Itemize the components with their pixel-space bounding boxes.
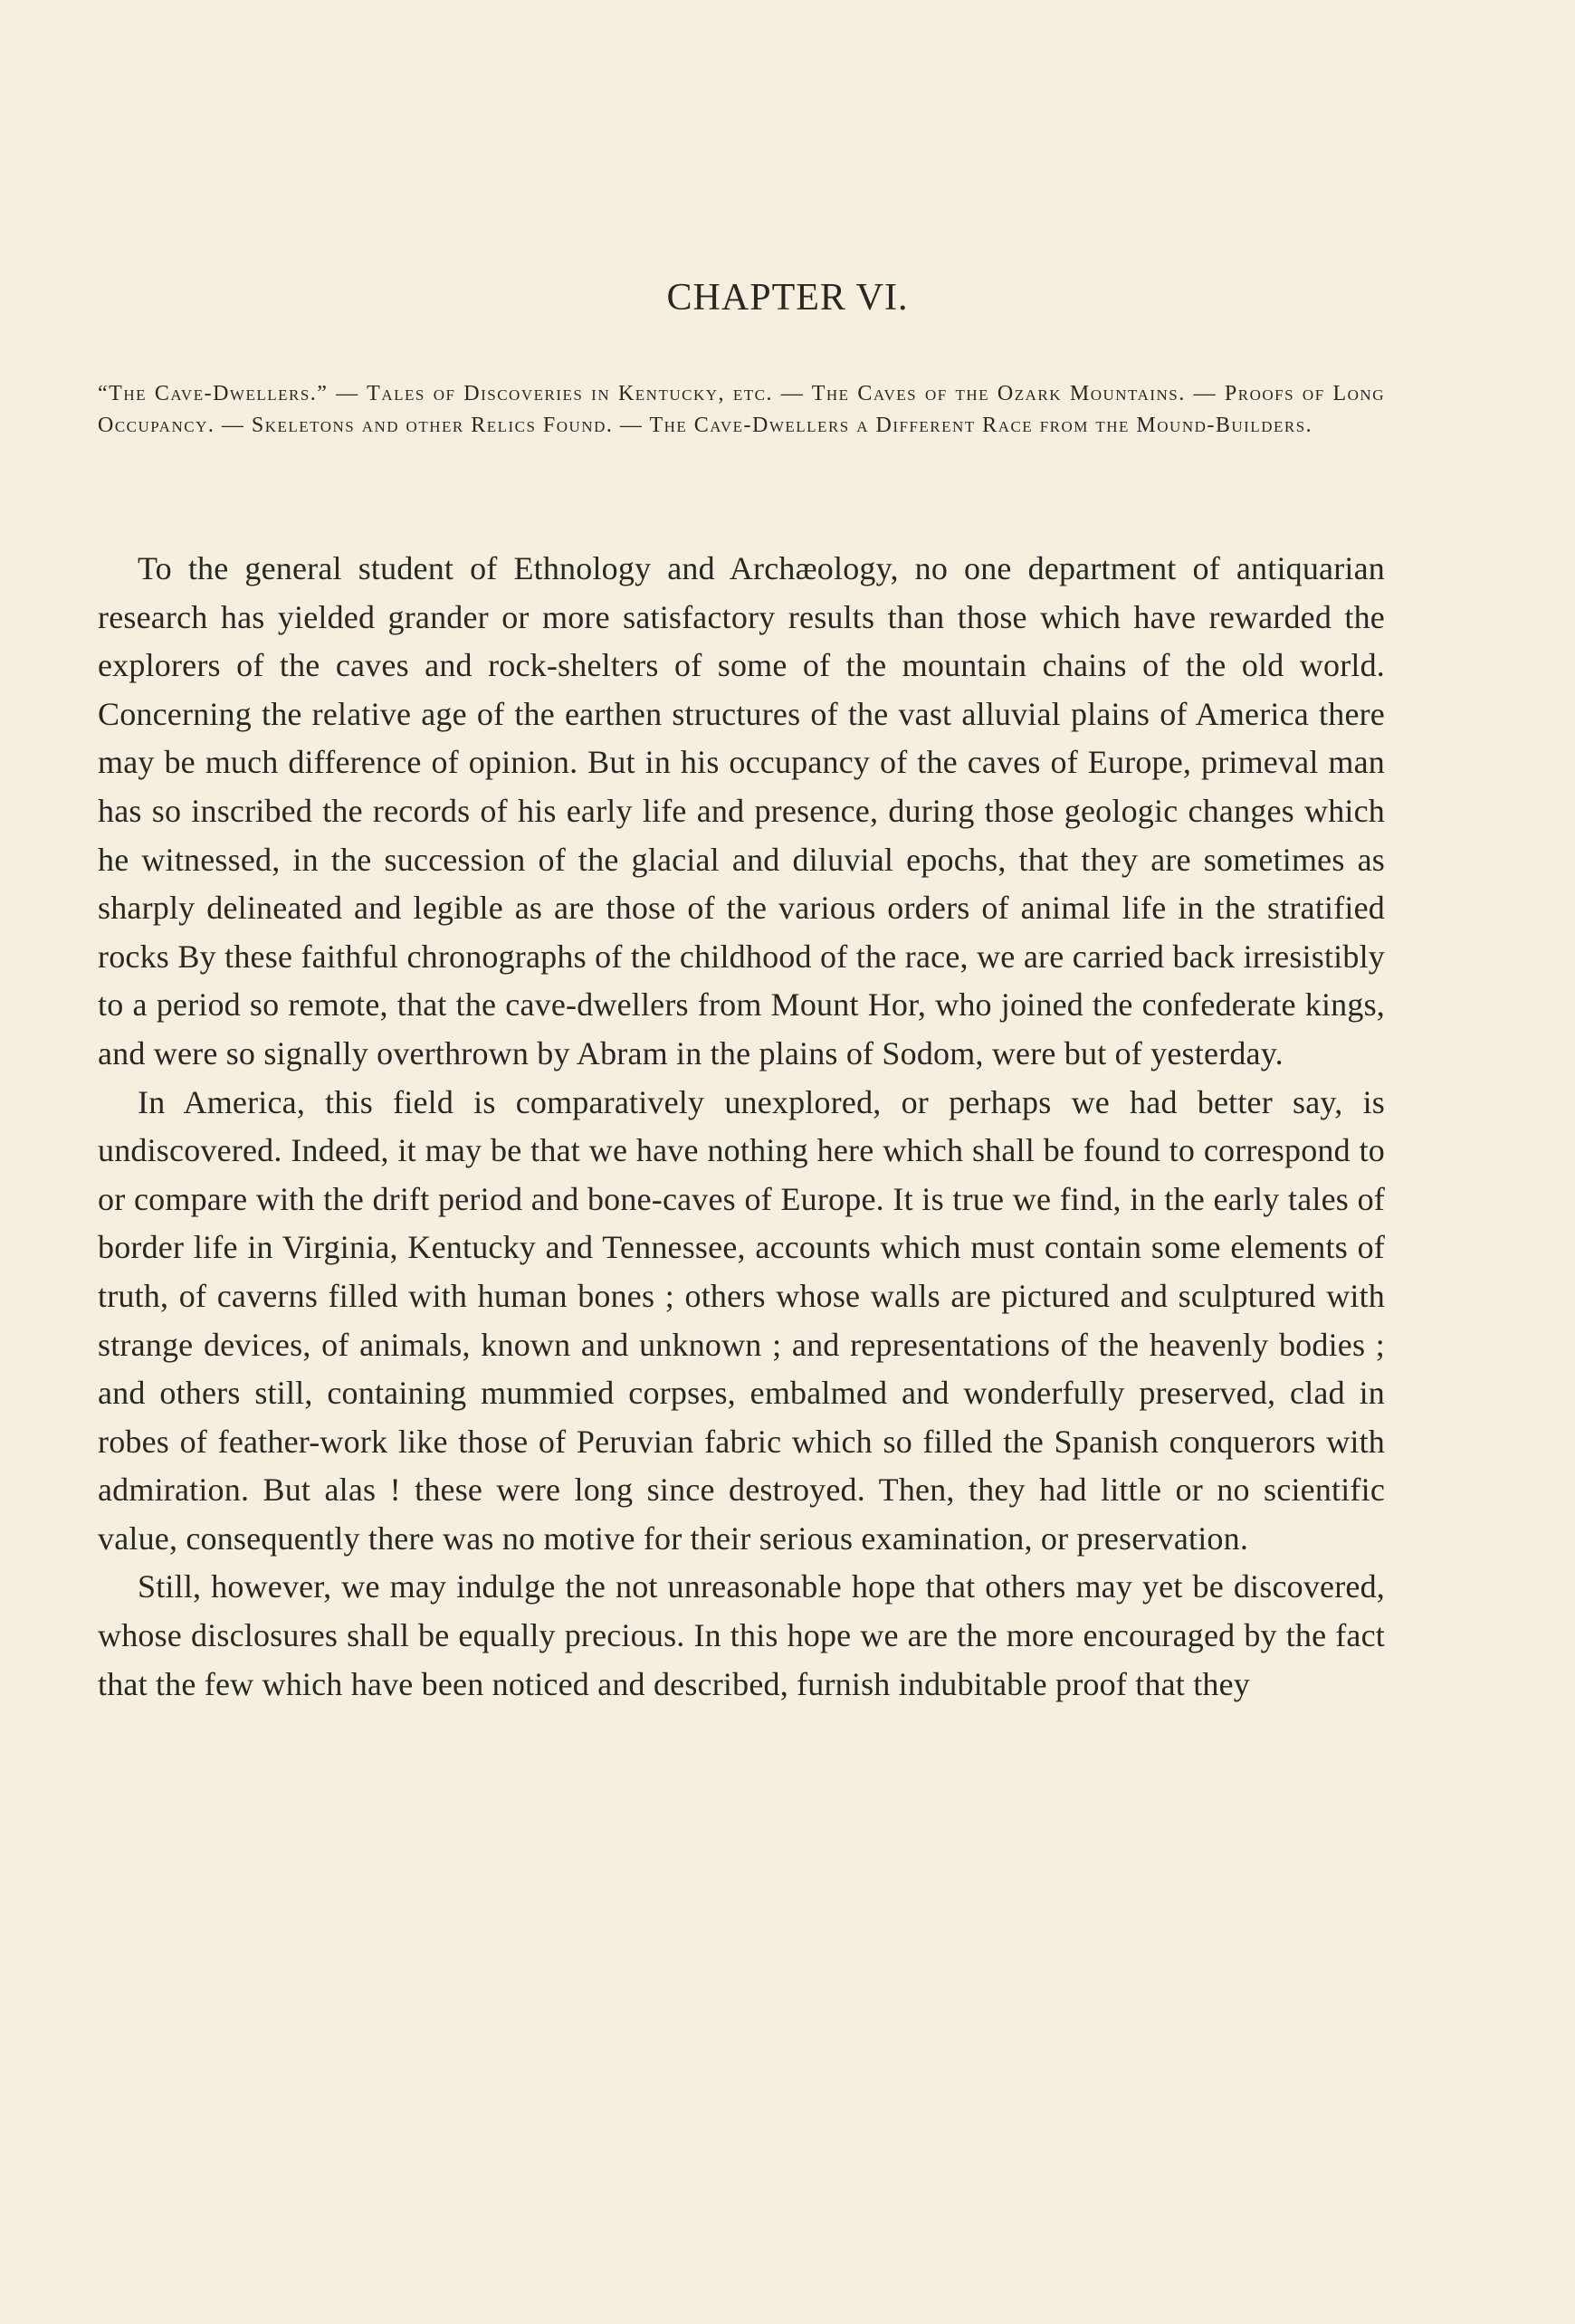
chapter-body — [98, 545, 1385, 1709]
paragraph-3: Still, however, we may indulge the not unreasonable hope that others may yet be discovered, whose disclosures shall be equally precious. In this hope we are the more encouraged by the fact that the few which have been noticed and described, furnish indubitable proof that they — [98, 1568, 1385, 1702]
chapter-title: CHAPTER VI. — [666, 277, 909, 319]
chapter-summary: “The Cave-Dwellers.” — Tales of Discoveries in Kentucky, etc. — The Caves of the Ozark Mountains. — Proofs of Long Occupancy. — Skeletons and other Relics Found. — The Cave-Dwellers a Different Race from the Mound-Builders. — [98, 382, 1385, 437]
paragraph-2: In America, this field is comparatively unexplored, or perhaps we had better say, is undiscovered. Indeed, it may be that we have nothing here which shall be found to correspond to or compare with the drift period and bone-caves of Europe. It is true we find, in the early tales of border life in Virginia, Kentucky and Tennessee, accounts which must contain some elements of truth, of caverns filled with human bones ; others whose walls are pictured and sculptured with strange devices, of animals, known and unknown ; and representations of the heavenly bodies ; and others still, containing mummied corpses, embalmed and wonderfully preserved, clad in robes of feather-work like those of Peruvian fabric which so filled the Spanish conquerors with admiration. But alas ! these were long since destroyed. Then, they had little or no scientific value, consequently there was no motive for their serious examination, or preservation. — [98, 1083, 1385, 1557]
paragraph-1: To the general student of Ethnology and Archæology, no one department of antiquarian research has yielded grander or more satisfactory results than those which have rewarded the explorers of the caves and rock-shelters of some of the mountain chains of the old world. Concerning the relative age of the earthen structures of the vast alluvial plains of America there may be much difference of opinion. But in his occupancy of the caves of Europe, primeval man has so inscribed the records of his early life and presence, during those geologic changes which he witnessed, in the succession of the glacial and diluvial epochs, that they are sometimes as sharply delineated and legible as are those of the various orders of animal life in the stratified rocks By these faithful chronographs of the childhood of the race, we are carried back irresistibly to a period so remote, that the cave-dwellers from Mount Hor, who joined the confederate kings, and were so signally overthrown by Abram in the plains of Sodom, were but of yesterday. — [98, 550, 1385, 1072]
